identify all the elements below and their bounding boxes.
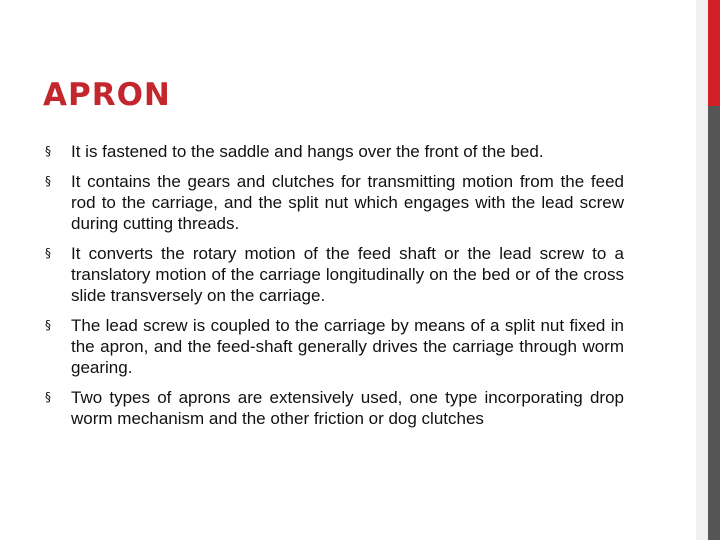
bullet-item — [44, 171, 624, 234]
bullet-text: It is fastened to the saddle and hangs over the front of the bed. — [71, 142, 544, 161]
square-bullet-icon: § — [45, 174, 51, 188]
square-bullet-icon: § — [45, 318, 51, 332]
bullet-text: It converts the rotary motion of the feed shaft or the lead screw to a translatory motion of the carriage longitudinally on the bed or of the cross slide transversely on the carriage. — [71, 244, 624, 305]
square-bullet-icon: § — [45, 390, 51, 404]
square-bullet-icon: § — [45, 246, 51, 260]
side-accent-bar-dark — [708, 106, 720, 540]
bullet-item — [44, 243, 624, 306]
bullet-item — [44, 141, 624, 162]
bullet-list — [44, 141, 624, 438]
bullet-item — [44, 387, 624, 429]
slide-title: APRON — [43, 77, 171, 113]
bullet-item — [44, 315, 624, 378]
bullet-text: It contains the gears and clutches for transmitting motion from the feed rod to the carriage, and the split nut which engages with the lead screw during cutting threads. — [71, 172, 624, 233]
side-accent-bar-red — [708, 0, 720, 106]
square-bullet-icon: § — [45, 144, 51, 158]
side-accent-bar-light — [696, 0, 708, 540]
bullet-text: Two types of aprons are extensively used, one type incorporating drop worm mechanism and the other friction or dog clutches — [71, 388, 624, 428]
bullet-text: The lead screw is coupled to the carriage by means of a split nut fixed in the apron, and the feed-shaft generally drives the carriage through worm gearing. — [71, 316, 624, 377]
